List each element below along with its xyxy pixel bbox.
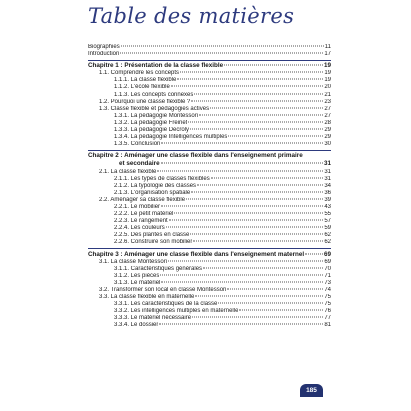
toc-entry [88,169,331,176]
toc-entry [88,99,331,106]
toc-entry-page: 62 [324,232,331,239]
toc-entry-page: 75 [324,301,331,308]
leader-dots [169,220,324,221]
toc-entry-label: 2.1.2. La typologie des classes [114,182,197,189]
toc-entry-page: 74 [324,287,331,293]
toc-entry-page: 31 [324,175,331,182]
section-divider [88,248,331,249]
toc-entry-page: 76 [324,308,331,315]
leader-dots [161,143,323,144]
toc-entry-page: 77 [324,315,331,322]
toc-entry-label: 1.3.4. La pédagogie Intelligences multiples [114,134,228,141]
toc-entry-label: Biographies [88,44,120,50]
toc-entry [88,301,331,308]
leader-dots [194,93,323,94]
toc-entry-label: 3.3.2. Les intelligences multiples en maternelle [114,308,239,315]
toc-entry [88,315,331,322]
toc-entry [88,120,331,127]
toc-entry [88,280,331,287]
toc-entry-page: 19 [323,62,331,70]
toc-entry-label: 3.1.1. Caractéristiques générales [114,265,203,272]
toc-entry-page: 69 [324,258,331,265]
toc-entry-page: 30 [324,141,331,148]
leader-dots [121,46,324,47]
leader-dots [218,303,323,304]
leader-dots [224,65,323,66]
toc-entry [88,266,331,273]
toc-chapter-entry [88,251,331,258]
toc-entry [88,287,331,294]
toc-entry [88,113,331,120]
leader-dots [193,241,323,242]
toc-entry-page: 23 [324,98,331,105]
toc-entry-page: 75 [324,294,331,301]
leader-dots [168,260,323,261]
toc-entry-page: 70 [324,265,331,272]
section-divider [88,60,331,61]
leader-dots [239,310,323,311]
leader-dots [120,53,323,54]
leader-dots [171,86,323,87]
toc-entry-page: 28 [324,119,331,126]
leader-dots [166,227,324,228]
leader-dots [177,79,323,80]
page-title: Table des matières [88,4,295,28]
toc-entry [88,70,331,77]
toc-entry-page: 34 [324,182,331,189]
toc-entry-page: 81 [324,322,331,329]
toc-entry-page: 20 [324,84,331,91]
toc-entry-label: 2.2. Aménager sa classe flexible [99,196,186,203]
toc-entry-page: 39 [324,196,331,203]
toc-entry-page: 59 [324,225,331,232]
toc-chapter-entry [88,152,331,167]
toc-entry [88,176,331,183]
toc-entry-page: 73 [324,279,331,286]
toc-entry-page: 69 [323,250,331,258]
toc-entry [88,225,331,232]
leader-dots [191,191,323,192]
toc-entry [88,44,331,51]
toc-entry-page: 29 [324,134,331,141]
toc-entry [88,232,331,239]
toc-entry [88,190,331,197]
toc-entry-page: 11 [324,44,331,50]
leader-dots [197,184,323,185]
toc-entry-label: 2.1.3. L'organisation spatiale [114,189,191,196]
toc-entry-page: 31 [323,159,331,167]
toc-entry-label: 2.2.6. Construire son mobilier [114,239,193,246]
toc-entry-label: 2.2.2. Le petit matériel [114,211,174,218]
leader-dots [186,198,323,199]
toc-entry [88,134,331,141]
toc-entry [88,259,331,266]
toc-entry-label: 3.3.4. Le dossier [114,322,159,329]
toc-entry-label: 2.2.5. Des plantes en classe [114,232,190,239]
toc-entry-label: 3.2. Transformer son local en classe Montessori [99,287,227,293]
toc-entry-label: 1.1.1. La classe flexible [114,77,177,84]
toc-entry-label: 2.2.1. Le mobilier [114,203,161,210]
toc-entry-label: 2.1. La classe flexible [99,168,157,175]
leader-dots [191,100,323,101]
leader-dots [190,234,323,235]
toc-entry [88,218,331,225]
leader-dots [190,129,323,130]
leader-dots [160,274,323,275]
leader-dots [174,213,323,214]
toc-entry-label: 1.2. Pourquoi une classe flexible ? [99,98,191,105]
toc-entry-label-cont: et secondaire [119,159,160,167]
toc-entry-label: 1.1. Comprendre les concepts [99,70,180,77]
leader-dots [211,177,324,178]
toc-entry-page: 21 [324,91,331,98]
toc-entry-label: 2.2.4. Les couleurs [114,225,165,232]
toc-entry-label: Chapitre 1 : Présentation de la classe flexible [88,62,224,70]
toc-entry-label: Chapitre 2 : Aménager une classe flexible dans l'enseignement primaire [88,152,303,160]
leader-dots [157,170,323,171]
toc-entry-label: 3.3. La classe flexible en maternelle [99,294,195,301]
toc-chapter-entry [88,62,331,69]
leader-dots [161,205,323,206]
toc-entry-page: 19 [324,77,331,84]
toc-entry [88,51,331,58]
toc-entry [88,239,331,246]
toc-entry [88,77,331,84]
leader-dots [199,114,323,115]
table-of-contents [88,44,331,330]
toc-entry [88,84,331,91]
leader-dots [180,72,323,73]
toc-entry [88,294,331,301]
toc-entry-label: 1.3.5. Conclusion [114,141,161,148]
leader-dots [227,289,323,290]
toc-entry-label: 3.1.2. Les pièces [114,272,160,279]
toc-entry-page: 29 [324,127,331,134]
leader-dots [161,162,323,163]
toc-entry-label: 3.1. La classe Montessori [99,258,168,265]
toc-entry-page: 17 [324,51,331,58]
toc-entry-label: 2.1.1. Les types de classes flexibles [114,175,210,182]
toc-entry-label: Chapitre 3 : Aménager une classe flexible dans l'enseignement maternel [88,250,305,258]
leader-dots [188,121,323,122]
toc-entry-page: 19 [324,70,331,77]
toc-entry [88,273,331,280]
toc-entry-page: 62 [324,239,331,246]
section-divider [88,150,331,151]
toc-entry-label: 1.3. Classe flexible et pédagogies actives [99,105,210,112]
toc-entry [88,204,331,211]
toc-entry [88,127,331,134]
toc-entry [88,141,331,148]
toc-entry [88,92,331,99]
leader-dots [161,281,323,282]
toc-entry-label: 1.3.1. La pédagogie Montessori [114,112,199,119]
leader-dots [210,107,323,108]
leader-dots [195,296,323,297]
toc-entry [88,197,331,204]
toc-entry-page: 55 [324,211,331,218]
page-number-badge: 185 [300,384,323,397]
toc-entry-label: 2.2.3. Le rangement [114,218,168,225]
toc-entry-label: 3.1.3. Le matériel [114,279,161,286]
toc-entry-page: 31 [324,168,331,175]
toc-entry-label: 1.3.2. La pédagogie Freinet [114,119,188,126]
toc-entry-label: 1.3.3. La pédagogie Decroly [114,127,190,134]
toc-entry-label: 3.3.1. Les caractéristiques de la classe [114,301,218,308]
toc-entry-label: 1.1.3. Les concepts connexes [114,91,194,98]
toc-entry [88,106,331,113]
toc-entry-page: 27 [324,112,331,119]
toc-entry-page: 43 [324,203,331,210]
toc-entry-label: Introduction [88,51,120,58]
toc-entry-label: 3.3.3. Le matériel nécessaire [114,315,192,322]
toc-entry [88,308,331,315]
toc-entry-page: 36 [324,189,331,196]
toc-entry [88,322,331,329]
leader-dots [159,324,323,325]
leader-dots [192,317,323,318]
toc-entry-page: 57 [324,218,331,225]
toc-entry-label: 1.1.2. L'école flexible [114,84,170,91]
toc-entry-page: 71 [324,272,331,279]
toc-entry-page: 27 [324,105,331,112]
leader-dots [228,136,323,137]
leader-dots [305,253,323,254]
toc-entry [88,183,331,190]
leader-dots [203,267,323,268]
toc-entry [88,211,331,218]
